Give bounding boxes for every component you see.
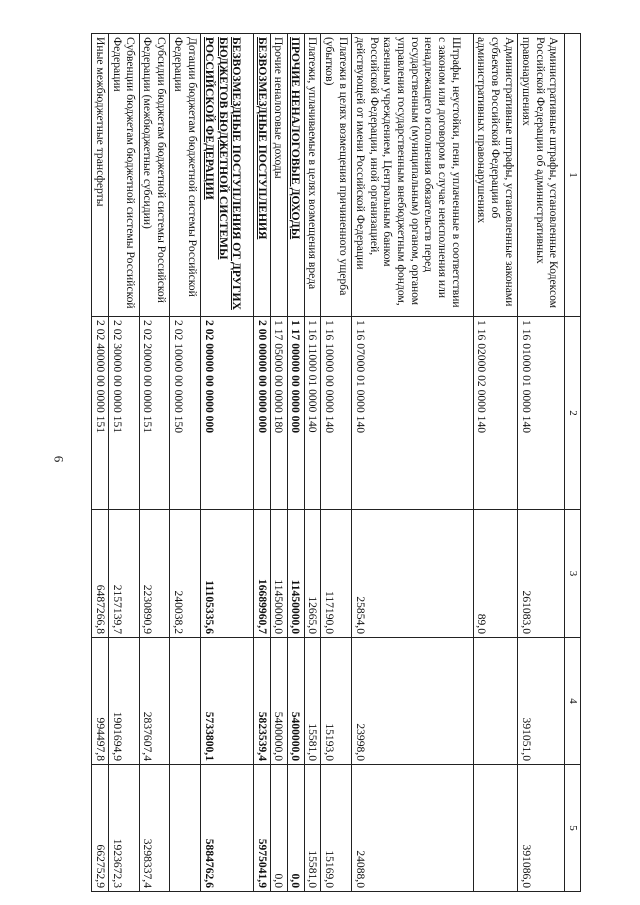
row-value-col3: 240038,2 [170,510,201,638]
row-code: 2 02 20000 00 0000 151 [139,317,170,510]
row-value-col3: 2230890,9 [139,510,170,638]
row-value-col3: 25854,0 [352,510,474,638]
row-value-col5: 0,0 [270,765,287,892]
table-row [108,34,139,892]
table-row [139,34,170,892]
row-value-col3: 6487266,8 [92,510,109,638]
row-value-col4: 5400000,0 [287,638,304,765]
row-name: Дотации бюджетам бюджетной системы Российской Федерации [170,34,201,317]
budget-table-container [91,33,581,891]
row-value-col3: 261083,0 [518,510,565,638]
page-number: 6 [51,455,67,463]
row-value-col3: 89,0 [473,510,518,638]
row-value-col4: 994497,8 [92,638,109,765]
row-name: Административные штрафы, установленные законами субъектов Российской Федерации об административных правонарушениях [473,34,518,317]
row-code: 2 02 00000 00 0000 000 [201,317,254,510]
row-value-col4: 15581,0 [304,638,321,765]
row-code: 1 17 05000 00 0000 180 [270,317,287,510]
row-code: 2 00 00000 00 0000 000 [253,317,270,510]
column-header: 2 [565,317,581,510]
row-value-col4: 1901694,9 [108,638,139,765]
column-header: 3 [565,510,581,638]
table-body [92,34,565,892]
row-name: Платежи в целях возмещения причиненного ущерба (убытков) [321,34,352,317]
row-name: Субвенции бюджетам бюджетной системы Российской Федерации [108,34,139,317]
table-row [304,34,321,892]
row-value-col4: 2837607,4 [139,638,170,765]
table-row [287,34,304,892]
table-row [352,34,474,892]
table-row [321,34,352,892]
row-name: БЕЗВОЗМЕЗДНЫЕ ПОСТУПЛЕНИЯ ОТ ДРУГИХ БЮДЖЕТОВ БЮДЖЕТНОЙ СИСТЕМЫ РОССИЙСКОЙ ФЕДЕРАЦИИ [201,34,254,317]
row-value-col3: 12665,0 [304,510,321,638]
table-row [270,34,287,892]
row-value-col4: 391051,0 [518,638,565,765]
table-row [170,34,201,892]
row-value-col5: 15581,0 [304,765,321,892]
row-value-col5: 662752,9 [92,765,109,892]
row-value-col3: 11450000,0 [287,510,304,638]
row-value-col5: 0,0 [287,765,304,892]
table-row [518,34,565,892]
row-code: 2 02 40000 00 0000 151 [92,317,109,510]
budget-table [91,33,581,892]
row-value-col4 [473,638,518,765]
row-value-col4: 5823539,4 [253,638,270,765]
row-value-col3: 11105335,6 [201,510,254,638]
row-name: ПРОЧИЕ НЕНАЛОГОВЫЕ ДОХОДЫ [287,34,304,317]
row-code: 1 17 00000 00 0000 000 [287,317,304,510]
row-value-col4: 23998,0 [352,638,474,765]
row-code: 1 16 11000 01 0000 140 [304,317,321,510]
row-name: БЕЗВОЗМЕЗДНЫЕ ПОСТУПЛЕНИЯ [253,34,270,317]
row-code: 1 16 02000 02 0000 140 [473,317,518,510]
row-name: Прочие неналоговые доходы [270,34,287,317]
row-value-col5: 15169,0 [321,765,352,892]
row-value-col3: 16689960,7 [253,510,270,638]
row-value-col4: 5733800,1 [201,638,254,765]
row-name: Платежи, уплачиваемые в целях возмещения вреда [304,34,321,317]
row-value-col5 [170,765,201,892]
row-value-col4 [170,638,201,765]
row-value-col3: 11450000,0 [270,510,287,638]
row-code: 1 16 01000 01 0000 140 [518,317,565,510]
row-name: Штрафы, неустойки, пени, уплаченные в соответствии с законом или договором в случае неисполнения или ненадлежащего исполнения обязательств перед государственным (муниципальным) органом, органом управления государственным внебюджетным фондом, казенным учреждением, Центральным банком Российской Федерации, иной организацией, действующей от имени Российской Федерации [352,34,474,317]
row-value-col3: 2157139,7 [108,510,139,638]
row-value-col5: 5975041,9 [253,765,270,892]
row-code: 2 02 30000 00 0000 151 [108,317,139,510]
row-value-col5: 24088,0 [352,765,474,892]
row-code: 1 16 07000 01 0000 140 [352,317,474,510]
column-header: 4 [565,638,581,765]
row-code: 1 16 10000 00 0000 140 [321,317,352,510]
row-name: Административные штрафы, установленные Кодексом Российской Федерации об административных правонарушениях [518,34,565,317]
row-name: Субсидии бюджетам бюджетной системы Российской Федерации (межбюджетные субсидии) [139,34,170,317]
row-value-col5: 3298337,4 [139,765,170,892]
table-row [92,34,109,892]
table-row [201,34,254,892]
table-header-row [565,34,581,892]
row-value-col5 [473,765,518,892]
row-value-col5: 1923672,3 [108,765,139,892]
row-value-col4: 5400000,0 [270,638,287,765]
table-row [253,34,270,892]
row-value-col5: 391086,0 [518,765,565,892]
row-code: 2 02 10000 00 0000 150 [170,317,201,510]
row-value-col4: 15193,0 [321,638,352,765]
table-row [473,34,518,892]
column-header: 5 [565,765,581,892]
row-value-col3: 117190,0 [321,510,352,638]
column-header: 1 [565,34,581,317]
row-name: Иные межбюджетные трансферты [92,34,109,317]
row-value-col5: 5884762,6 [201,765,254,892]
